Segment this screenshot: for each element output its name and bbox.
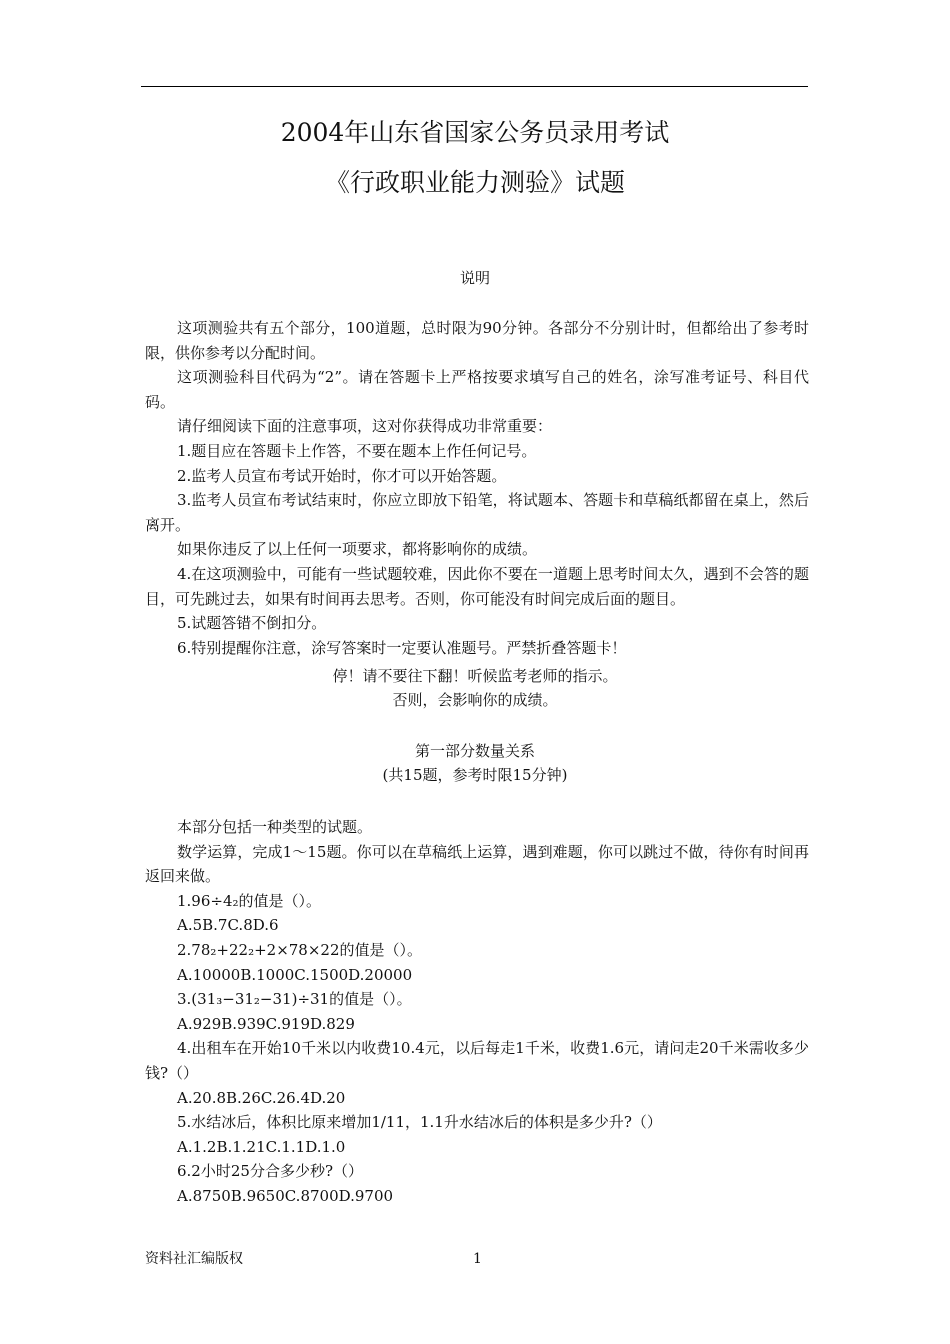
document-title-line2: 《行政职业能力测验》试题	[324, 168, 625, 197]
answer-options: A.8750B.9650C.8700D.9700	[177, 1186, 394, 1205]
part-paragraph: 本部分包括一种类型的试题。	[177, 818, 373, 836]
questions-block	[145, 815, 809, 1209]
part-subtitle: (共15题，参考时限15分钟)	[382, 766, 568, 784]
answer-options: A.5B.7C.8D.6	[177, 916, 279, 935]
instruction-paragraph: 这项测验共有五个部分，100道题，总时限为90分钟。各部分不分别计时，但都给出了参考时限，供你参考以分配时间。	[145, 319, 809, 362]
answer-options: A.10000B.1000C.1500D.20000	[177, 965, 413, 984]
section-heading: 说明	[459, 269, 490, 287]
part-paragraph: 数学运算，完成1～15题。你可以在草稿纸上运算，遇到难题，你可以跳过不做，待你有时间再返回来做。	[145, 842, 809, 886]
question-text: 5.水结冰后，体积比原来增加1/11，1.1升水结冰后的体积是多少升?（）	[177, 1113, 662, 1132]
instruction-paragraph: 请仔细阅读下面的注意事项，这对你获得成功非常重要：	[177, 417, 553, 436]
instruction-paragraph: 如果你违反了以上任何一项要求，都将影响你的成绩。	[177, 540, 538, 559]
instructions-block	[145, 316, 809, 660]
instruction-paragraph: 5.试题答错不倒扣分。	[177, 614, 327, 633]
instruction-paragraph: 2.监考人员宣布考试开始时，你才可以开始答题。	[177, 466, 507, 485]
question-text: 1.96÷4₂的值是（）。	[177, 891, 322, 910]
header-rule	[141, 86, 808, 87]
answer-options: A.20.8B.26C.26.4D.20	[177, 1088, 346, 1107]
instruction-paragraph: 这项测验科目代码为“2”。请在答题卡上严格按要求填写自己的姓名，涂写准考证号、科目代码。	[145, 368, 809, 411]
answer-options: A.929B.939C.919D.829	[177, 1014, 355, 1033]
page-number: 1	[473, 1251, 482, 1267]
instruction-paragraph: 4.在这项测验中，可能有一些试题较难，因此你不要在一道题上思考时间太久，遇到不会答的题目，可先跳过去，如果有时间再去思考。否则，你可能没有时间完成后面的题目。	[145, 564, 809, 608]
stop-notice-2: 否则，会影响你的成绩。	[392, 691, 558, 709]
instruction-paragraph: 3.监考人员宣布考试结束时，你应立即放下铅笔，将试题本、答题卡和草稿纸都留在桌上，然后离开。	[145, 491, 809, 534]
instruction-paragraph: 1.题目应在答题卡上作答，不要在题本上作任何记号。	[177, 441, 537, 460]
question-text: 6.2小时25分合多少秒?（）	[177, 1162, 363, 1181]
footer-copyright: 资料社汇编版权	[145, 1251, 243, 1267]
question-text: 4.出租车在开始10千米以内收费10.4元，以后每走1千米，收费1.6元，请问走20千米需收多少钱?（）	[145, 1039, 809, 1082]
document-title-line1: 2004年山东省国家公务员录用考试	[280, 118, 670, 147]
stop-notice: 停！请不要往下翻！听候监考老师的指示。	[332, 667, 618, 685]
question-text: 2.78₂+22₂+2×78×22的值是（）。	[177, 940, 423, 959]
instruction-paragraph: 6.特别提醒你注意，涂写答案时一定要认准题号。严禁折叠答题卡！	[177, 638, 627, 657]
answer-options: A.1.2B.1.21C.1.1D.1.0	[177, 1137, 346, 1156]
question-text: 3.(31₃−31₂−31)÷31的值是（）。	[177, 990, 412, 1009]
part-title: 第一部分数量关系	[414, 742, 535, 760]
